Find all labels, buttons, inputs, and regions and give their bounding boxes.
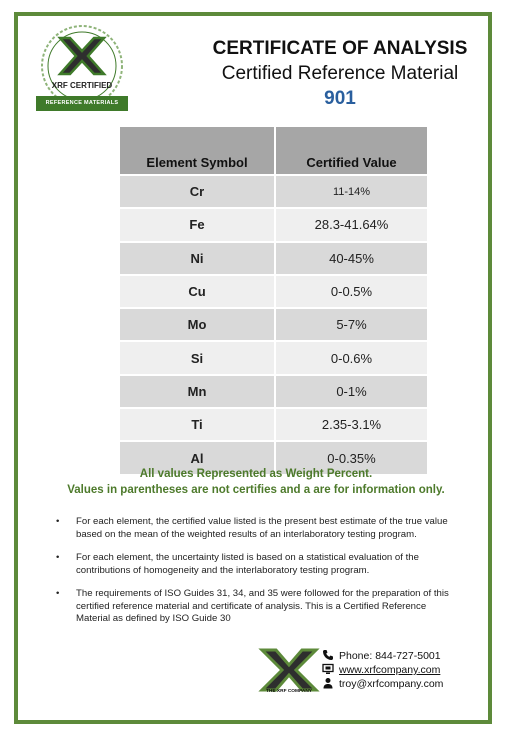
notes-list bbox=[56, 516, 456, 637]
list-item bbox=[56, 552, 456, 577]
certificate-subtitle: Certified Reference Material bbox=[221, 63, 459, 84]
table-row bbox=[120, 408, 427, 441]
certified-value: 0-0.35% bbox=[275, 441, 427, 473]
monitor-icon bbox=[322, 663, 334, 675]
certified-value: 2.35-3.1% bbox=[275, 408, 427, 441]
header-element-symbol: Element Symbol bbox=[120, 127, 275, 175]
element-symbol: Cr bbox=[120, 175, 275, 208]
table-row bbox=[120, 175, 427, 208]
table-row bbox=[120, 375, 427, 408]
company-logo-caption: THE XRF COMPANY bbox=[265, 689, 312, 694]
element-symbol: Si bbox=[120, 341, 275, 374]
badge-text: XRF CERTIFIED bbox=[51, 81, 113, 90]
bullet-icon: • bbox=[56, 516, 60, 527]
list-item bbox=[56, 516, 456, 541]
table-row bbox=[120, 208, 427, 241]
element-symbol: Fe bbox=[120, 208, 275, 241]
table-row bbox=[120, 341, 427, 374]
phone-line bbox=[322, 649, 441, 662]
certificate-title: CERTIFICATE OF ANALYSIS bbox=[212, 38, 468, 59]
bullet-text: For each element, the uncertainty listed is based on a statistical evaluation of the contributions of homogeneity and the interlaboratory testing program. bbox=[76, 552, 419, 576]
certified-values-table bbox=[120, 127, 427, 474]
element-symbol: Al bbox=[120, 441, 275, 473]
certified-value: 5-7% bbox=[275, 308, 427, 341]
bullet-icon: • bbox=[56, 588, 60, 599]
phone-icon bbox=[322, 649, 334, 661]
website-link[interactable]: www.xrfcompany.com bbox=[339, 664, 441, 676]
phone-number: Phone: 844-727-5001 bbox=[339, 650, 441, 662]
parentheses-note: Values in parentheses are not certifies and a are for information only. bbox=[67, 484, 445, 496]
email-address[interactable]: troy@xrfcompany.com bbox=[339, 678, 444, 690]
certified-value: 0-0.5% bbox=[275, 275, 427, 308]
email-line bbox=[322, 677, 443, 690]
element-symbol: Ti bbox=[120, 408, 275, 441]
weight-percent-note: All values Represented as Weight Percent. bbox=[139, 468, 373, 480]
bullet-text: The requirements of ISO Guides 31, 34, and 35 were followed for the preparation of this certified reference material and certificate of analysis. This is a Certified Reference Material as defined by ISO Guide 30 bbox=[76, 588, 449, 624]
table-row bbox=[120, 242, 427, 275]
element-symbol: Mo bbox=[120, 308, 275, 341]
certified-value: 0-0.6% bbox=[275, 341, 427, 374]
table-row bbox=[120, 275, 427, 308]
certified-value: 11-14% bbox=[275, 175, 427, 208]
bullet-icon: • bbox=[56, 552, 60, 563]
element-symbol: Cu bbox=[120, 275, 275, 308]
list-item bbox=[56, 588, 456, 626]
website-line bbox=[322, 663, 440, 676]
element-symbol: Mn bbox=[120, 375, 275, 408]
element-symbol: Ni bbox=[120, 242, 275, 275]
bullet-text: For each element, the certified value listed is the present best estimate of the true value based on the mean of the weighted results of an interlaboratory testing program. bbox=[76, 516, 448, 540]
certified-value: 28.3-41.64% bbox=[275, 208, 427, 241]
badge-ribbon: REFERENCE MATERIALS bbox=[36, 96, 128, 111]
certified-value: 40-45% bbox=[275, 242, 427, 275]
header-certified-value: Certified Value bbox=[275, 127, 427, 175]
table-row bbox=[120, 308, 427, 341]
material-code: 901 bbox=[324, 88, 356, 109]
person-icon bbox=[322, 677, 334, 689]
certified-value: 0-1% bbox=[275, 375, 427, 408]
